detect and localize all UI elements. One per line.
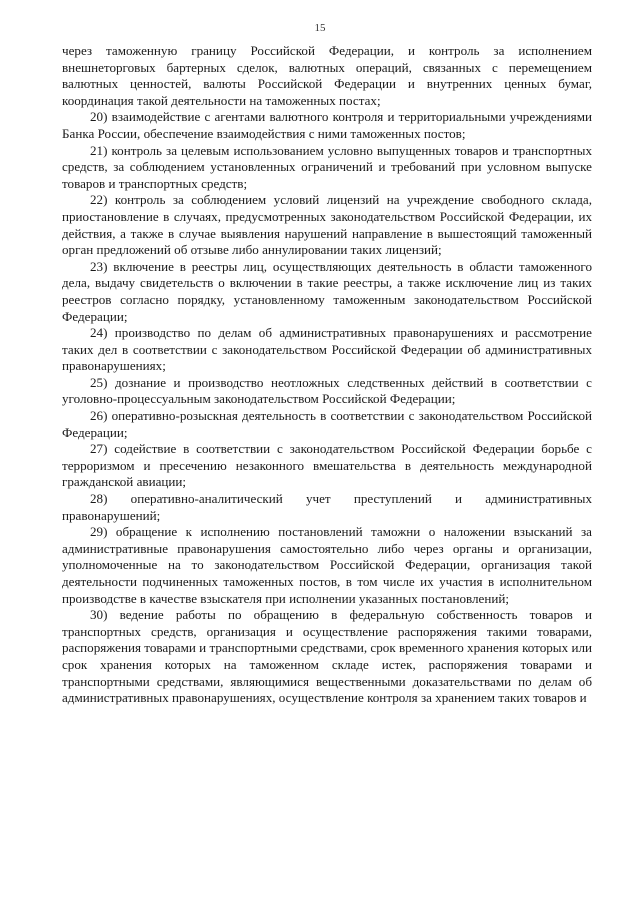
- paragraph: 22) контроль за соблюдением условий лицензий на учреждение свободного склада, приостановление в случаях, предусмотренных законодательством Российской Федерации, их действия, а также в случае выявления нарушений направление в вышестоящий таможенный орган предложений об отзыве либо аннулировании таких лицензий;: [62, 192, 592, 258]
- paragraph: 29) обращение к исполнению постановлений таможни о наложении взысканий за административные правонарушения самостоятельно либо через органы и организации, уполномоченные на то законодательством Российской Федерации, организация такой деятельности подчиненных таможенных постов, в том числе их участия в исполнительном производстве в качестве взыскателя при исполнении указанных постановлений;: [62, 524, 592, 606]
- paragraph: 25) дознание и производство неотложных следственных действий в соответствии с уголовно-процессуальным законодательством Российской Федерации;: [62, 374, 592, 407]
- paragraph: 28) оперативно-аналитический учет преступлений и административных правонарушений;: [62, 491, 592, 523]
- document-body: [62, 43, 592, 707]
- paragraph: 24) производство по делам об административных правонарушениях и рассмотрение таких дел в соответствии с законодательством Российской Федерации об административных правонарушениях;: [62, 325, 592, 374]
- paragraph: через таможенную границу Российской Федерации, и контроль за исполнением внешнеторговых бартерных сделок, валютных операций, связанных с перемещением валютных ценностей, валюты Российской Федерации и внутренних ценных бумаг, координация такой деятельности на таможенных постах;: [62, 43, 592, 108]
- paragraph: 23) включение в реестры лиц, осуществляющих деятельность в области таможенного дела, выдачу свидетельств о включении в такие реестры, а также исключение лиц из таких реестров согласно порядку, установленному таможенным законодательством Российской Федерации;: [62, 258, 592, 324]
- paragraph: 30) ведение работы по обращению в федеральную собственность товаров и транспортных средств, организация и осуществление распоряжения такими товарами, распоряжения товарами и транспортными средствами, срок временного хранения которых или срок хранения которых на таможенном складе истек, распоряжения товарами и транспортными средствами, являющимися вещественными доказательствами по делам об административных правонарушениях, осуществление контроля за хранением таких товаров и: [62, 607, 592, 706]
- page-number: 15: [314, 22, 326, 34]
- paragraph: 26) оперативно-розыскная деятельность в соответствии с законодательством Российской Федерации;: [62, 408, 592, 440]
- paragraph: 21) контроль за целевым использованием условно выпущенных товаров и транспортных средств, за соблюдением установленных ограничений и требований при условном выпуске товаров и транспортных средств;: [62, 142, 592, 191]
- paragraph: 27) содействие в соответствии с законодательством Российской Федерации борьбе с терроризмом и пресечению незаконного вмешательства в деятельность международной гражданской авиации;: [62, 441, 592, 490]
- paragraph: 20) взаимодействие с агентами валютного контроля и территориальными учреждениями Банка России, обеспечение взаимодействия с ними таможенных постов;: [62, 109, 592, 141]
